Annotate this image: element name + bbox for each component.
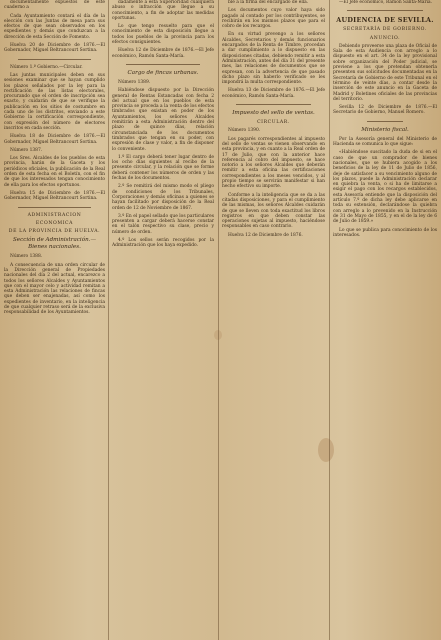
paragraph: Los documentos cuyo valor haya sido pagado al contado por los contribuyentes, se recibirán en los mismos plazos que para el cobro de los recargos.: [222, 8, 325, 30]
paragraph: Huelva 12 de Diciembre de 1876.: [228, 232, 303, 238]
paragraph: Número 1390.: [228, 128, 261, 134]
section-heading: ADMINISTRACION: [27, 212, 82, 218]
paragraph: Los pagarés correspondientes al impuesto del sello de ventas se vienen observando en esta provincia, y en cuanto a la Real orden de 17 de Julio, que con la anterior hace referencia al cobro del impuesto, se hace notorio a los señores Alcaldes que deberán remitir a esta oficina las certificaciones correspondientes a los meses vencidos, y al propio tiempo se servirán manifestar si han hecho efectivo su importe.: [222, 136, 325, 190]
paragraph: «Habiéndose suscitado la duda de si en el caso de que un comprador de bienes nacionales, que se hubiera acogido a los beneficios de la ley de 11 de Julio de 1856, deje de satisfacer a su vencimiento alguno de los plazos, puede la Administración declarar en quiebra la venta, o si ha de limitarse a exigir el pago con los recargos establecidos, esta Asesoría entiende que la disposición del artículo 7.º de dicha ley debe aplicarse en toda su extensión, declarándose la quiebra con arreglo a lo prevenido en la Instrucción de 31 de Mayo de 1855, y en el de la ley de 6 de Julio de 1859.»: [333, 150, 437, 225]
paragraph: 3.º En el papel sellado que los particulares presenten a cargar deberá hacerse constar en el talón respectivo su clase, precio y número de orden.: [112, 213, 214, 235]
section-heading: Cargo de fincas urbanas.: [127, 69, 199, 76]
section-divider: [126, 64, 200, 65]
paragraph: Sevilla 12 de Diciembre de 1876.—El Secretario de Gobierno, Manuel Romero.: [333, 105, 437, 116]
paragraph: Huelva 15 de Diciembre de 1876.—El Gobernador, Miguel Beltrancourt Sortina.: [4, 190, 105, 202]
section-heading: Impuesto del sello de ventas.: [232, 110, 315, 117]
paragraph: Habiéndose dispuesto por la Dirección general de Rentas Estancadas con fecha 2 del actual que en los pueblos de esta provincia se proceda a la venta de los efectos timbrados que existan en poder de los Ayuntamientos, los señores Alcaldes remitirán a esta Administración dentro del plazo de quince días, relación circunstanciada de los documentos timbrados que tengan en su poder, con expresión de clase y valor, a fin de disponer lo conveniente.: [112, 88, 214, 152]
paragraph: A consecuencia de una orden circular de la Dirección general de Propiedades nacionales del día 2 del actual, encarezco a todos los señores Alcaldes y Ayuntamientos que con el mayor celo y actividad remitan a esta Administración las relaciones de fincas que deben ser enajenadas, así como los expedientes de inventario, en la inteligencia de que cualquier retraso será de la exclusiva responsabilidad de los Ayuntamientos.: [4, 262, 105, 316]
paragraph: —El Jefe económico, Ramón Santa-María.: [339, 0, 433, 5]
paragraph: Huelva 13 de Diciembre de 1876.—El Jefe económico, Ramón Santa-María.: [222, 88, 325, 99]
section-divider: [367, 121, 403, 122]
paragraph: Conforme a la inteligencia que se da a las citadas disposiciones, y para el cumplimiento de las mismas, los señores Alcaldes cuidarán de que se lleven con toda exactitud los libros registros en que deben constar las operaciones sujetas al impuesto, haciéndose responsables en caso contrario.: [222, 192, 325, 230]
section-divider: [236, 104, 311, 105]
paragraph: 2.º Se remitirá del mismo modo el pliego de condiciones de los Tribunales, Corporaciones y demás oficinas a quienes se hayan facilitado por disposición de la Real orden de 12 de Noviembre de 1867.: [112, 184, 214, 211]
paragraph: Huelva 20 de Diciembre de 1876.—El Gobernador, Miguel Beltrancourt Sortina.: [4, 43, 105, 54]
paragraph: Huelva 18 de Diciembre de 1876.—El Gobernador, Miguel Beltrancourt Sortina.: [4, 134, 105, 145]
column-rule: [218, 0, 219, 640]
paragraph: Las juntas municipales deben en sus sesiones examinar que se hayan cumplido los plazos señalados por la ley para la rectificación de las listas electorales, procurando que el orden de inscripción sea exacto, y cuidarán de que se verifique la publicación en los sitios de costumbre en cada uno de los distritos, enviando a este Gobierno la certificación correspondiente, con expresión del número de electores inscritos en cada sección.: [4, 72, 105, 131]
paragraph: Huelva 12 de Diciembre de 1876.—El Jefe económico, Ramón Santa-María.: [112, 48, 214, 59]
paragraph: Debiendo proveerse una plaza de Oficial de Sala de esta Audiencia con arreglo a lo dispuesto en el art. 34 de la ley provisional sobre organización del Poder judicial, se previene a los que pretendan obtenerla presenten sus solicitudes documentadas en la Secretaría de Gobierno de este Tribunal en el término de veinte días, a contar desde la inserción de este anuncio en la Gaceta de Madrid y Boletines oficiales de las provincias del territorio.: [333, 43, 437, 102]
paragraph: Número 1387.: [10, 147, 43, 153]
paragraph: Número 1.º Gobierno.—Circular.: [10, 64, 83, 70]
section-heading: CIRCULAR.: [257, 120, 290, 126]
section-heading: Ministerio fiscal.: [361, 126, 409, 133]
section-heading: ANUNCIO.: [369, 35, 401, 41]
column-rule: [108, 0, 109, 640]
paragraph: ble a la firma del encargado de ella.: [228, 0, 309, 5]
paragraph: Lo que se publica para conocimiento de los interesados.: [333, 227, 437, 238]
column-4: [333, 0, 437, 640]
section-divider: [18, 59, 91, 60]
paragraph: Lo que tengo resuelto para que el conocimiento de esta disposición llegue a todos los pueblos de la provincia para los efectos consiguientes.: [112, 24, 214, 46]
column-3: [222, 0, 325, 640]
section-divider: [347, 10, 423, 11]
section-heading: AUDIENCIA DE SEVILLA.: [336, 16, 434, 25]
column-1: [4, 0, 105, 640]
paragraph: Número 1389.: [118, 79, 151, 85]
section-heading: DE LA PROVINCIA DE HUELVA.: [8, 229, 101, 235]
paragraph: Los Sres. Alcaldes de los pueblos de esta provincia, harán de la Gaceta y los periódicos oficiales, la publicación de la Real orden de esta fecha en el Boletín, con el fin de que los interesados tengan conocimiento de ella para los efectos oportunos.: [4, 156, 105, 188]
section-heading: Sección de Administración.—Bienes nacionales.: [12, 237, 97, 251]
paragraph: Cada Ayuntamiento contará el día de la elección con las Juntas de mesa para sus efectos de que sean observados en los expedientes y demás que conduzcan a la dirección de esta Sección de Fomento.: [4, 13, 105, 40]
paragraph: dadamente a esta Superioridad cualquiera abuso o infracción que llegue a su conocimiento, a fin de adoptar las medidas oportunas.: [112, 0, 214, 21]
paragraph: Por la Asesoría general del Ministerio de Hacienda se comunica lo que sigue:: [333, 136, 437, 148]
column-rule: [329, 0, 330, 640]
section-heading: ECONOMICA: [35, 220, 74, 226]
paragraph: En su virtud prevengo a los señores Alcaldes, Secretarios y demás funcionarios encargados de la Renta de Timbre, procedan a dar cumplimiento a lo dispuesto en las disposiciones citadas, debiendo remitir a esta Administración, antes del día 31 del presente mes, las relaciones de documentos que se expresan, con la advertencia de que pasado dicho plazo sin haberlo verificado se les impondrá la multa correspondiente.: [222, 32, 325, 86]
column-2: [112, 0, 214, 640]
paragraph: 4.º Los sellos serán recogidos por la Administración que los haya expedido.: [112, 237, 214, 249]
paragraph: Número 1388.: [10, 254, 43, 260]
section-divider: [18, 207, 91, 208]
paragraph: documentamente expuestos de este cuaderno a: [4, 0, 105, 11]
section-heading: SECRETARÍA DE GOBIERNO.: [343, 27, 427, 33]
paragraph: 1.º El cargo deberá tener lugar dentro de los ocho días siguientes al recibo de la presente circular, y la relación que se forme deberá contener los números de orden y las fechas de los documentos.: [112, 154, 214, 182]
